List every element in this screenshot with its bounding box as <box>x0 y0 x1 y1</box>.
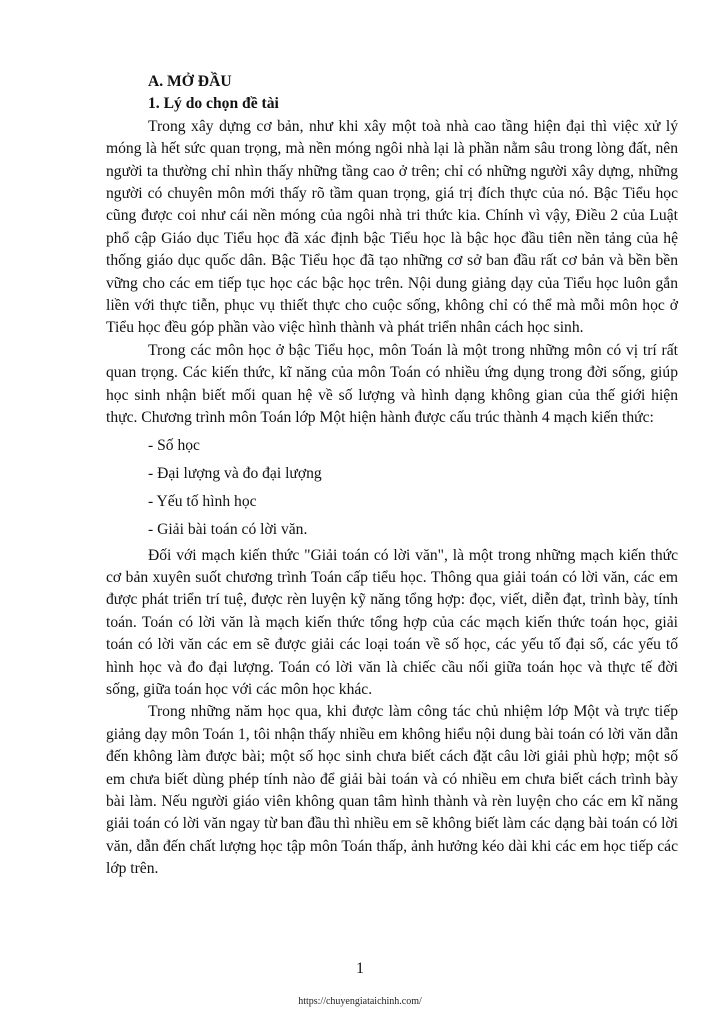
paragraph-1: Trong xây dựng cơ bản, như khi xây một toà nhà cao tầng hiện đại thì việc xử lý móng là hết sức quan trọng, mà nền móng ngôi nhà lại là phần nằm sâu trong lòng đất, nên người ta thường chỉ nhìn thấy những tầng cao ở trên; chỉ có những người xây dựng, những người có chuyên môn mới thấy rõ tầm quan trọng, giá trị đích thực của nó. Bậc Tiểu học cũng được coi như cái nền móng của ngôi nhà tri thức kia. Chính vì vậy, Điều 2 của Luật phổ cập Giáo dục Tiểu học đã xác định bậc Tiểu học là bậc học đầu tiên nền tảng của hệ thống giáo dục quốc dân. Bậc Tiểu học đã tạo những cơ sở ban đầu rất cơ bản và bền bền vững cho các em tiếp tục học các bậc học trên. Nội dung giảng dạy của Tiểu học luôn gắn liền với thực tiễn, phục vụ thiết thực cho cuộc sống, không chỉ có thể mà mỗi môn học ở Tiểu học đều góp phần vào việc hình thành và phát triển nhân cách học sinh. <box>106 117 678 337</box>
bullet-item: - Số học <box>148 436 200 454</box>
paragraph-3: Đối với mạch kiến thức "Giải toán có lời văn", là một trong những mạch kiến thức cơ bản xuyên suốt chương trình Toán cấp tiểu học. Thông qua giải toán có lời văn, các em được phát triển trí tuệ, được rèn luyện kỹ năng tổng hợp: đọc, viết, diễn đạt, trình bày, tính toán. Toán có lời văn là mạch kiến thức tổng hợp của các mạch kiến thức toán học, giải toán có lời văn các em sẽ được giải các loại toán về số học, các yếu tố đại số, các yếu tố hình học và đo đại lượng. Toán có lời văn là chiếc cầu nối giữa toán học và thực tế đời sống, giữa toán học với các môn học khác. <box>106 546 678 698</box>
page-content <box>106 71 678 881</box>
footer-url[interactable]: https://chuyengiataichinh.com/ <box>298 996 422 1007</box>
bullet-item: - Yếu tố hình học <box>148 492 257 510</box>
subsection-heading: 1. Lý do chọn đề tài <box>148 95 279 113</box>
bullet-list <box>106 433 678 542</box>
page-number: 1 <box>356 960 364 977</box>
section-heading: A. MỞ ĐẦU <box>148 73 232 90</box>
bullet-item: - Đại lượng và đo đại lượng <box>148 464 322 482</box>
paragraph-4: Trong những năm học qua, khi được làm công tác chủ nhiệm lớp Một và trực tiếp giảng dạy môn Toán 1, tôi nhận thấy nhiều em không hiểu nội dung bài toán có lời văn dẫn đến không làm được bài; một số học sinh chưa biết cách đặt câu lời giải phù hợp; một số em chưa biết dùng phép tính nào để giải bài toán và có nhiều em chưa biết cách trình bày bài làm. Nếu người giáo viên không quan tâm hình thành và rèn luyện cho các em kĩ năng giải toán có lời văn ngay từ ban đầu thì nhiều em sẽ không biết làm các dạng bài toán có lời văn, dẫn đến chất lượng học tập môn Toán thấp, ảnh hưởng kéo dài khi các em học tiếp các lớp trên. <box>106 703 678 878</box>
bullet-item: - Giải bài toán có lời văn. <box>148 520 308 538</box>
paragraph-2: Trong các môn học ở bậc Tiểu học, môn Toán là một trong những môn có vị trí rất quan trọng. Các kiến thức, kĩ năng của môn Toán có nhiều ứng dụng trong đời sống, giúp học sinh nhận biết mối quan hệ về số lượng và hình dạng không gian của thế giới hiện thực. Chương trình môn Toán lớp Một hiện hành được cấu trúc thành 4 mạch kiến thức: <box>106 341 678 427</box>
